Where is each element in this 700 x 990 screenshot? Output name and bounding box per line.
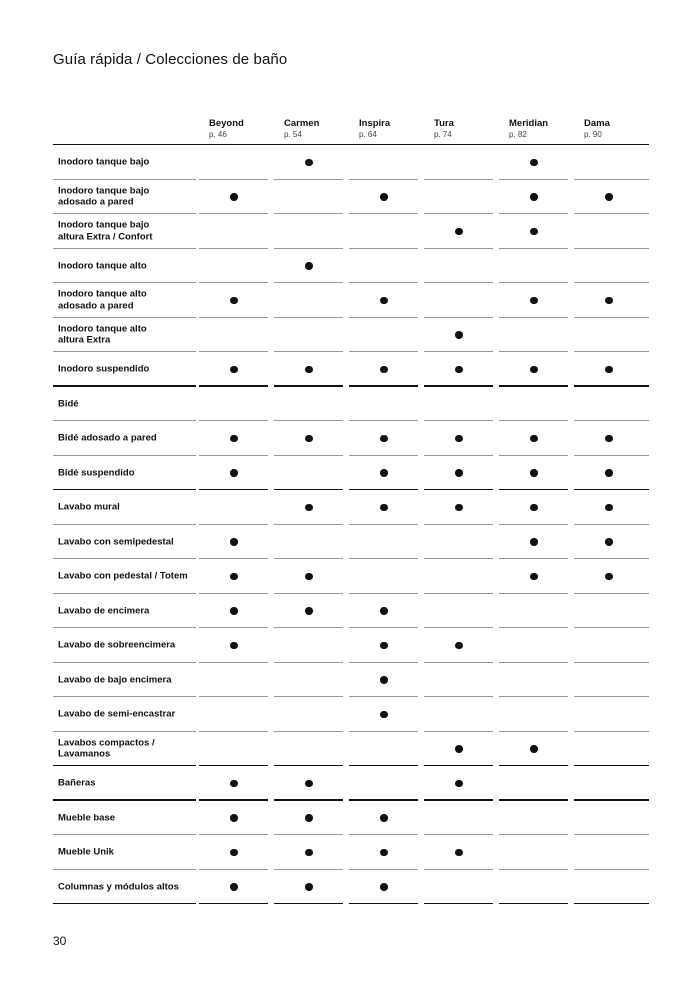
row-label: Mueble base — [58, 812, 116, 823]
column-page-ref: p. 64 — [359, 130, 377, 139]
availability-dot — [380, 849, 388, 857]
column-header-carmen — [284, 118, 354, 140]
table-row — [53, 801, 649, 836]
table-row — [53, 490, 649, 525]
table-body — [53, 145, 649, 904]
column-page-ref: p. 46 — [209, 130, 227, 139]
row-label: Lavabo de semi-encastrar — [58, 708, 176, 720]
table-row — [53, 628, 649, 663]
table-header — [53, 115, 649, 145]
availability-dot — [455, 642, 463, 650]
cell-divider — [424, 903, 493, 905]
availability-dot — [530, 538, 538, 546]
availability-dot — [230, 538, 238, 546]
availability-dot — [305, 262, 313, 270]
cell-divider — [274, 903, 343, 905]
availability-dot — [605, 297, 613, 305]
availability-dot — [455, 228, 463, 236]
cell-divider — [574, 903, 649, 905]
page-title: Guía rápida / Colecciones de baño — [53, 51, 288, 68]
availability-dot — [380, 642, 388, 650]
table-row — [53, 387, 649, 422]
table-row — [53, 283, 649, 318]
availability-dot — [380, 504, 388, 512]
availability-dot — [530, 745, 538, 753]
column-header-inspira — [359, 118, 429, 140]
availability-dot — [380, 435, 388, 443]
column-header-meridian — [509, 118, 579, 140]
availability-dot — [230, 849, 238, 857]
row-label: Lavabos compactos / Lavamanos — [58, 737, 155, 760]
table-row — [53, 697, 649, 732]
row-label: Mueble Unik — [58, 846, 114, 858]
availability-dot — [230, 573, 238, 581]
availability-dot — [605, 193, 613, 201]
row-divider — [53, 903, 196, 905]
table-row — [53, 766, 649, 801]
availability-dot — [605, 573, 613, 581]
column-name: Carmen — [284, 118, 320, 129]
availability-dot — [305, 435, 313, 443]
availability-dot — [605, 538, 613, 546]
row-label: Bidé suspendido — [58, 467, 135, 478]
availability-dot — [230, 469, 238, 477]
availability-dot — [530, 435, 538, 443]
availability-dot — [230, 435, 238, 443]
availability-dot — [380, 676, 388, 684]
table-row — [53, 421, 649, 456]
availability-dot — [605, 366, 613, 374]
availability-dot — [455, 780, 463, 788]
availability-dot — [380, 366, 388, 374]
availability-dot — [230, 780, 238, 788]
availability-dot — [530, 504, 538, 512]
availability-dot — [305, 883, 313, 891]
availability-dot — [380, 607, 388, 615]
column-page-ref: p. 82 — [509, 130, 527, 139]
availability-dot — [455, 366, 463, 374]
availability-dot — [305, 849, 313, 857]
column-name: Meridian — [509, 118, 549, 129]
row-label: Inodoro tanque alto — [58, 260, 147, 271]
table-row — [53, 352, 649, 387]
availability-dot — [530, 297, 538, 305]
availability-dot — [230, 607, 238, 615]
availability-dot — [380, 883, 388, 891]
column-name: Beyond — [209, 118, 244, 129]
availability-dot — [380, 469, 388, 477]
availability-dot — [230, 366, 238, 374]
availability-dot — [380, 193, 388, 201]
availability-dot — [455, 745, 463, 753]
row-label: Bidé — [58, 398, 79, 409]
availability-dot — [380, 814, 388, 822]
table-row — [53, 870, 649, 905]
table-row — [53, 835, 649, 870]
table-row — [53, 214, 649, 249]
row-label: Columnas y módulos altos — [58, 881, 179, 892]
availability-dot — [305, 366, 313, 374]
availability-dot — [305, 504, 313, 512]
column-name: Inspira — [359, 118, 391, 129]
availability-dot — [455, 331, 463, 339]
availability-dot — [605, 469, 613, 477]
table-row — [53, 663, 649, 698]
availability-dot — [530, 193, 538, 201]
availability-dot — [605, 504, 613, 512]
row-label: Inodoro tanque bajo altura Extra / Confort — [58, 219, 153, 243]
column-name: Tura — [434, 118, 454, 129]
availability-dot — [455, 435, 463, 443]
table-row — [53, 180, 649, 215]
row-label: Inodoro suspendido — [58, 363, 150, 375]
row-label: Bidé adosado a pared — [58, 432, 157, 444]
cell-divider — [199, 903, 268, 905]
table-row — [53, 318, 649, 353]
column-header-dama — [584, 118, 654, 140]
column-name: Dama — [584, 118, 610, 129]
table-row — [53, 559, 649, 594]
row-label: Inodoro tanque alto altura Extra — [58, 323, 147, 346]
table-row — [53, 525, 649, 560]
availability-dot — [305, 814, 313, 822]
column-page-ref: p. 74 — [434, 130, 452, 139]
availability-dot — [230, 297, 238, 305]
table-row — [53, 249, 649, 284]
availability-dot — [305, 573, 313, 581]
availability-dot — [455, 849, 463, 857]
availability-dot — [530, 366, 538, 374]
availability-dot — [530, 573, 538, 581]
availability-dot — [530, 159, 538, 167]
row-label: Lavabo con pedestal / Totem — [58, 570, 188, 582]
column-page-ref: p. 54 — [284, 130, 302, 139]
row-label: Lavabo mural — [58, 501, 120, 513]
row-label: Lavabo de bajo encimera — [58, 674, 172, 685]
cell-divider — [499, 903, 568, 905]
availability-dot — [455, 469, 463, 477]
table-row — [53, 456, 649, 491]
column-header-beyond — [209, 118, 279, 140]
table-row — [53, 732, 649, 767]
column-header-tura — [434, 118, 504, 140]
column-page-ref: p. 90 — [584, 130, 602, 139]
availability-dot — [230, 883, 238, 891]
row-label: Inodoro tanque bajo adosado a pared — [58, 185, 150, 208]
availability-dot — [530, 469, 538, 477]
availability-dot — [380, 297, 388, 305]
availability-dot — [380, 711, 388, 719]
cell-divider — [349, 903, 418, 905]
availability-dot — [455, 504, 463, 512]
row-label: Lavabo con semipedestal — [58, 536, 174, 547]
table-row — [53, 145, 649, 180]
row-label: Lavabo de encimera — [58, 605, 150, 616]
availability-dot — [530, 228, 538, 236]
collections-table — [53, 115, 649, 904]
availability-dot — [230, 814, 238, 822]
row-label: Lavabo de sobreencimera — [58, 639, 176, 651]
availability-dot — [230, 642, 238, 650]
availability-dot — [305, 780, 313, 788]
availability-dot — [230, 193, 238, 201]
availability-dot — [605, 435, 613, 443]
row-label: Bañeras — [58, 777, 96, 789]
table-row — [53, 594, 649, 629]
availability-dot — [305, 607, 313, 615]
row-label: Inodoro tanque alto adosado a pared — [58, 288, 147, 312]
page-number: 30 — [53, 934, 67, 948]
row-label: Inodoro tanque bajo — [58, 156, 150, 168]
availability-dot — [305, 159, 313, 167]
